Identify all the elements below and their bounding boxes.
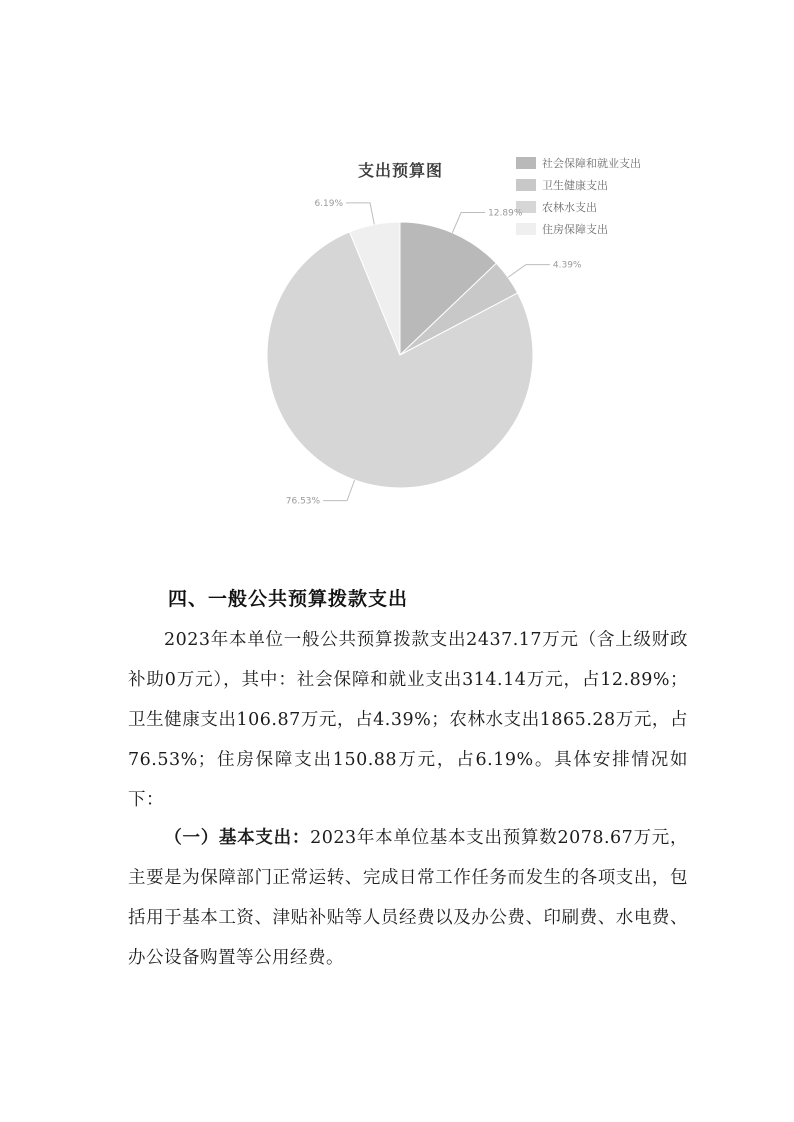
leader-line	[508, 265, 550, 278]
legend-item	[516, 174, 716, 196]
section-heading: 四、一般公共预算拨款支出	[168, 588, 409, 610]
leader-line	[323, 480, 355, 501]
legend-swatch	[516, 179, 536, 191]
paragraph-text: 2023年本单位一般公共预算拨款支出2437.17万元（含上级财政补助0万元），其中：社会保障和就业支出314.14万元，占12.89%；卫生健康支出106.87万元，占4.39%；农林水支出1865.28万元，占76.53%；住房保障支出150.88万元，占6.19%。具体安排情况如下：	[128, 630, 688, 810]
subsection-lead: （一）基本支出：	[164, 828, 311, 848]
leader-line	[452, 213, 485, 233]
leader-line	[346, 203, 374, 225]
pie-percent-label: 6.19%	[314, 198, 344, 209]
chart-title: 支出预算图	[358, 161, 444, 180]
paragraph-general-budget	[128, 620, 688, 820]
legend-label: 住房保障支出	[542, 223, 608, 236]
legend-item	[516, 152, 716, 174]
pie-percent-label: 12.89%	[488, 208, 523, 219]
pie-percent-label: 4.39%	[552, 260, 582, 271]
paragraph-text: 2023年本单位基本支出预算数2078.67万元，主要是为保障部门正常运转、完成日常工作任务而发生的各项支出，包括用于基本工资、津贴补贴等人员经费以及办公费、印刷费、水电费、办公设备购置等公用经费。	[128, 828, 689, 968]
legend-label: 社会保障和就业支出	[542, 157, 641, 170]
legend-label: 卫生健康支出	[542, 179, 608, 192]
legend-swatch	[516, 157, 536, 169]
paragraph-basic-expenditure	[128, 818, 688, 978]
pie-percent-label: 76.53%	[285, 496, 321, 507]
legend-label: 农林水支出	[542, 201, 597, 214]
